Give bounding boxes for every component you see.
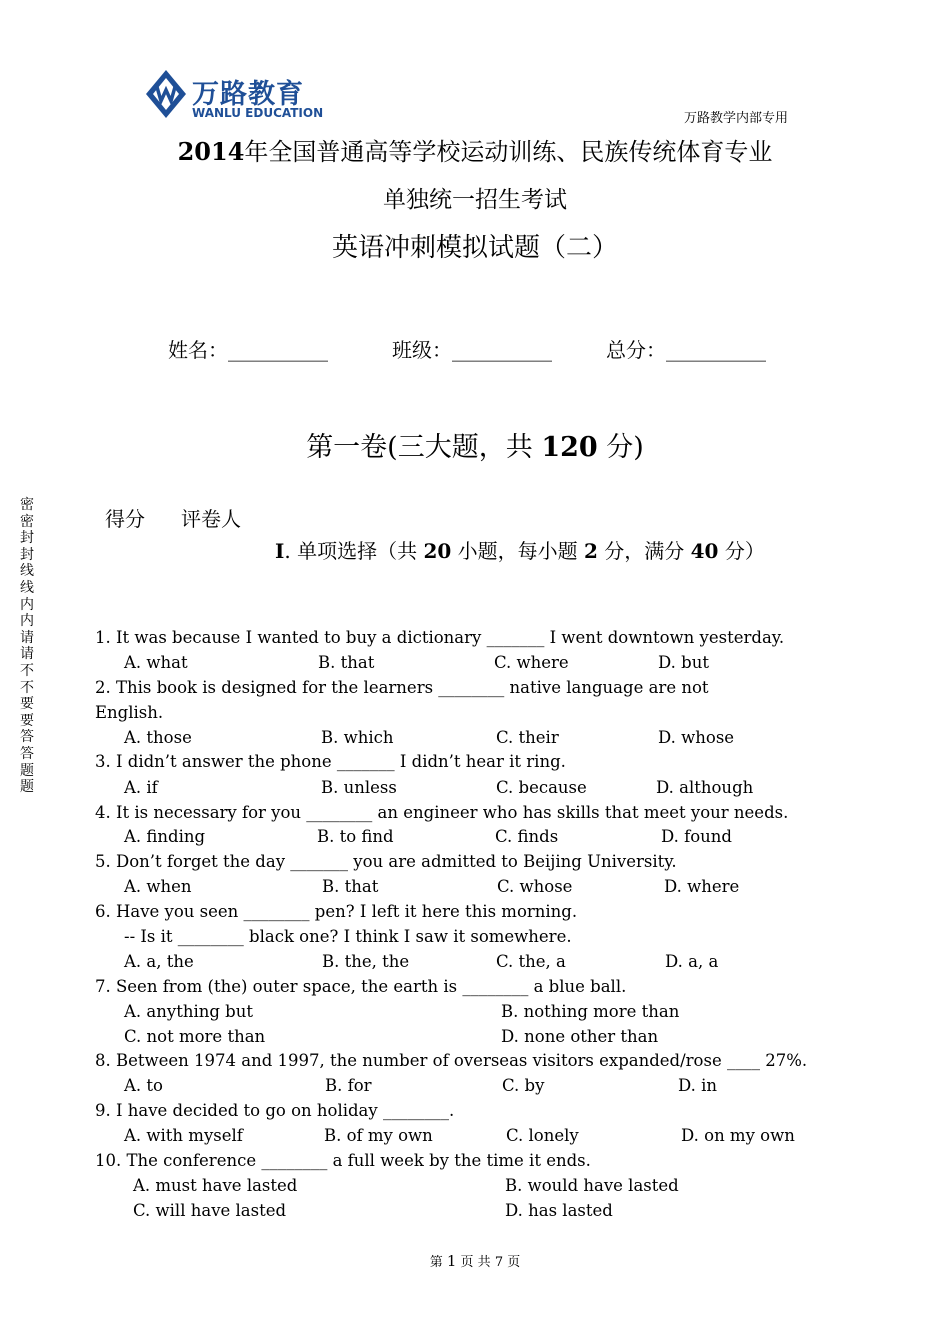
option-5b[interactable]: B. that [322, 877, 379, 896]
option-8a[interactable]: A. to [124, 1076, 163, 1095]
option-3a[interactable]: A. if [124, 778, 158, 797]
option-6d[interactable]: D. a, a [665, 952, 719, 971]
part-heading-post: 分) [597, 432, 644, 463]
option-7d[interactable]: D. none other than [501, 1027, 659, 1046]
question-5: 5. Don’t forget the day _______ you are admitted to Beijing University. [95, 852, 677, 871]
page-footer [0, 1251, 950, 1270]
option-1c[interactable]: C. where [494, 653, 569, 672]
question-8: 8. Between 1974 and 1997, the number of overseas visitors expanded/rose ____ 27%. [95, 1051, 808, 1070]
exam-paper-title: 英语冲刺模拟试题（二） [331, 233, 618, 263]
question-10: 10. The conference ________ a full week by the time it ends. [95, 1151, 591, 1170]
section-text-b: 小题，每小题 [451, 539, 584, 563]
question-1: 1. It was because I wanted to buy a dictionary _______ I went downtown yesterday. [95, 628, 785, 647]
title-rest: 年全国普通高等学校运动训练、民族传统体育专业 [244, 138, 773, 166]
option-3c[interactable]: C. because [496, 778, 587, 797]
option-9b[interactable]: B. of my own [324, 1126, 433, 1145]
option-8c[interactable]: C. by [502, 1076, 545, 1095]
section-text-a: . 单项选择（共 [284, 539, 424, 563]
option-10d[interactable]: D. has lasted [505, 1201, 613, 1220]
wanlu-logo-icon [144, 68, 188, 120]
score-label: 得分 [105, 507, 145, 531]
option-7c[interactable]: C. not more than [124, 1027, 266, 1046]
option-9a[interactable]: A. with myself [124, 1126, 243, 1145]
option-5c[interactable]: C. whose [497, 877, 573, 896]
option-1b[interactable]: B. that [318, 653, 375, 672]
section-roman: I [275, 539, 285, 563]
grader-label: 评卷人 [181, 507, 241, 531]
option-9c[interactable]: C. lonely [506, 1126, 579, 1145]
option-6a[interactable]: A. a, the [124, 952, 194, 971]
question-9: 9. I have decided to go on holiday ________. [95, 1101, 455, 1120]
section-text-d: 分） [718, 539, 765, 563]
option-3d[interactable]: D. although [656, 778, 754, 797]
option-10b[interactable]: B. would have lasted [505, 1176, 679, 1195]
option-8b[interactable]: B. for [325, 1076, 372, 1095]
exam-title-line1 [0, 132, 950, 167]
option-6c[interactable]: C. the, a [496, 952, 566, 971]
option-2d[interactable]: D. whose [658, 728, 735, 747]
option-5a[interactable]: A. when [124, 877, 192, 896]
part-heading-pre: 第一卷(三大题，共 [306, 432, 542, 463]
page-number: 1 [446, 1252, 457, 1270]
section-points-each: 2 [584, 539, 598, 563]
question-2-continued: English. [95, 703, 164, 722]
name-field[interactable]: 姓名：__________ [168, 338, 328, 362]
seal-line-notice: 密 密 封 封 线 线 内 内 请 请 不 不 要 要 答 答 题 题 [20, 497, 34, 796]
question-7: 7. Seen from (the) outer space, the earth is ________ a blue ball. [95, 977, 627, 996]
option-8d[interactable]: D. in [678, 1076, 718, 1095]
option-1d[interactable]: D. but [658, 653, 709, 672]
option-4c[interactable]: C. finds [495, 827, 559, 846]
section-heading [275, 535, 765, 564]
option-6b[interactable]: B. the, the [322, 952, 410, 971]
option-10c[interactable]: C. will have lasted [133, 1201, 287, 1220]
question-3: 3. I didn’t answer the phone _______ I didn’t hear it ring. [95, 752, 566, 771]
option-5d[interactable]: D. where [664, 877, 740, 896]
option-9d[interactable]: D. on my own [681, 1126, 795, 1145]
option-4d[interactable]: D. found [661, 827, 732, 846]
option-4b[interactable]: B. to find [317, 827, 394, 846]
class-field[interactable]: 班级：__________ [392, 338, 552, 362]
footer-text-a: 第 [429, 1255, 447, 1270]
question-6-continued: -- Is it ________ black one? I think I saw it somewhere. [124, 927, 572, 946]
total-score-field[interactable]: 总分：__________ [606, 338, 766, 362]
section-points-total: 40 [690, 539, 719, 563]
section-text-c: 分，满分 [597, 539, 691, 563]
page-total: 7 [494, 1255, 504, 1270]
part-heading [0, 425, 950, 464]
exam-subtitle: 单独统一招生考试 [383, 187, 567, 213]
option-1a[interactable]: A. what [124, 653, 188, 672]
option-10a[interactable]: A. must have lasted [133, 1176, 298, 1195]
section-count: 20 [423, 539, 452, 563]
logo-english-text: WANLU EDUCATION [192, 106, 324, 120]
option-7a[interactable]: A. anything but [124, 1002, 253, 1021]
wanlu-logo [144, 68, 322, 122]
question-4: 4. It is necessary for you ________ an engineer who has skills that meet your needs. [95, 803, 789, 822]
part-heading-score: 120 [541, 432, 598, 463]
logo-chinese-text: 万路教育 [192, 79, 304, 110]
question-2: 2. This book is designed for the learners ________ native language are not [95, 678, 709, 697]
question-6: 6. Have you seen ________ pen? I left it here this morning. [95, 902, 578, 921]
title-year: 2014 [177, 137, 245, 166]
option-3b[interactable]: B. unless [321, 778, 397, 797]
option-4a[interactable]: A. finding [124, 827, 206, 846]
footer-text-b: 页 共 [456, 1255, 495, 1270]
option-7b[interactable]: B. nothing more than [501, 1002, 680, 1021]
internal-use-label: 万路教学内部专用 [683, 111, 788, 126]
option-2c[interactable]: C. their [496, 728, 559, 747]
option-2b[interactable]: B. which [321, 728, 394, 747]
option-2a[interactable]: A. those [124, 728, 192, 747]
footer-text-c: 页 [503, 1255, 521, 1270]
